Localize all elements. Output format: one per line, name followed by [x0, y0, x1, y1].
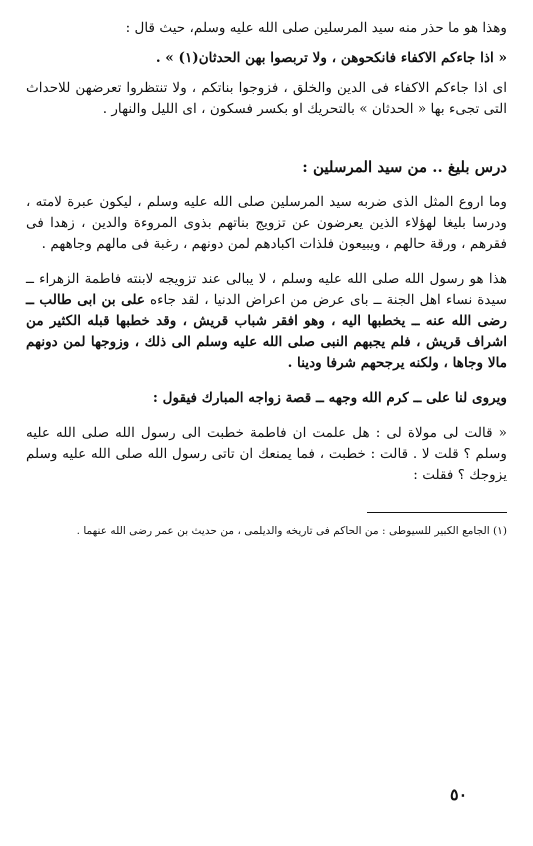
paragraph-fatima-text: هذا هو رسول الله صلى الله عليه وسلم ، لا يبالى عند تزويجه لابنته فاطمة الزهراء ــ سيدة نساء اهل الجنة ــ باى عرض من اعراض الدنيا ، لقد جاءه: [26, 271, 508, 308]
paragraph-fatima: [26, 269, 507, 374]
footnote-divider: [367, 512, 507, 513]
paragraph-fatima-bold: على بن ابى طالب ــ رضى الله عنه ــ يخطبها اليه ، وهو افقر شباب قريش ، وقد خطبها قبله الكثير من اشراف قريش ، فلم يجبهم النبى صلى الله عليه وسلم الى ذلك ، وزوجها لمن دونهم مالا وجاها ، ولكنه يرجحهم شرفا ودينا .: [26, 292, 507, 371]
paragraph-lesson: وما اروع المثل الذى ضربه سيد المرسلين صلى الله عليه وسلم ، ليكون عبرة لامته ، ودرسا بليغا لهؤلاء الذين يعرضون عن تزويج بناتهم بذوى المروءة والدين ، زهدا فى فقرهم ، ورقة حالهم ، ويبيعون فلذات اكبادهم لمن دونهم ، رغبة فى مالهم وجاههم .: [26, 194, 507, 252]
paragraph-explanation: اى اذا جاءكم الاكفاء فى الدين والخلق ، فزوجوا بناتكم ، ولا تنتظروا تعرضهن للاحداث التى تجىء بها « الحدثان » بالتحريك او بكسر فسكون ، اى الليل والنهار .: [26, 80, 507, 117]
paragraph-intro: وهذا هو ما حذر منه سيد المرسلين صلى الله عليه وسلم، حيث قال :: [125, 20, 507, 36]
section-heading: درس بليغ .. من سيد المرسلين :: [302, 158, 507, 176]
paragraph-ali-story: ويروى لنا على ــ كرم الله وجهه ــ قصة زواجه المبارك فيقول :: [152, 390, 507, 406]
page-number: ٥٠: [450, 785, 468, 804]
hadith-quote: « اذا جاءكم الاكفاء فانكحوهن ، ولا تربصوا بهن الحدثان(١) » .: [155, 50, 507, 66]
paragraph-quote: « قالت لى مولاة لى : هل علمت ان فاطمة خطبت الى رسول الله صلى الله عليه وسلم ؟ قلت لا . قالت : خطبت ، فما يمنعك ان تاتى رسول الله صلى الله عليه وسلم يزوجك ؟ فقلت :: [26, 425, 507, 483]
footnote: (١) الجامع الكبير للسيوطى : من الحاكم فى تاريخه والديلمى ، من حديث بن عمر رضى الله عنهما .: [76, 525, 507, 537]
